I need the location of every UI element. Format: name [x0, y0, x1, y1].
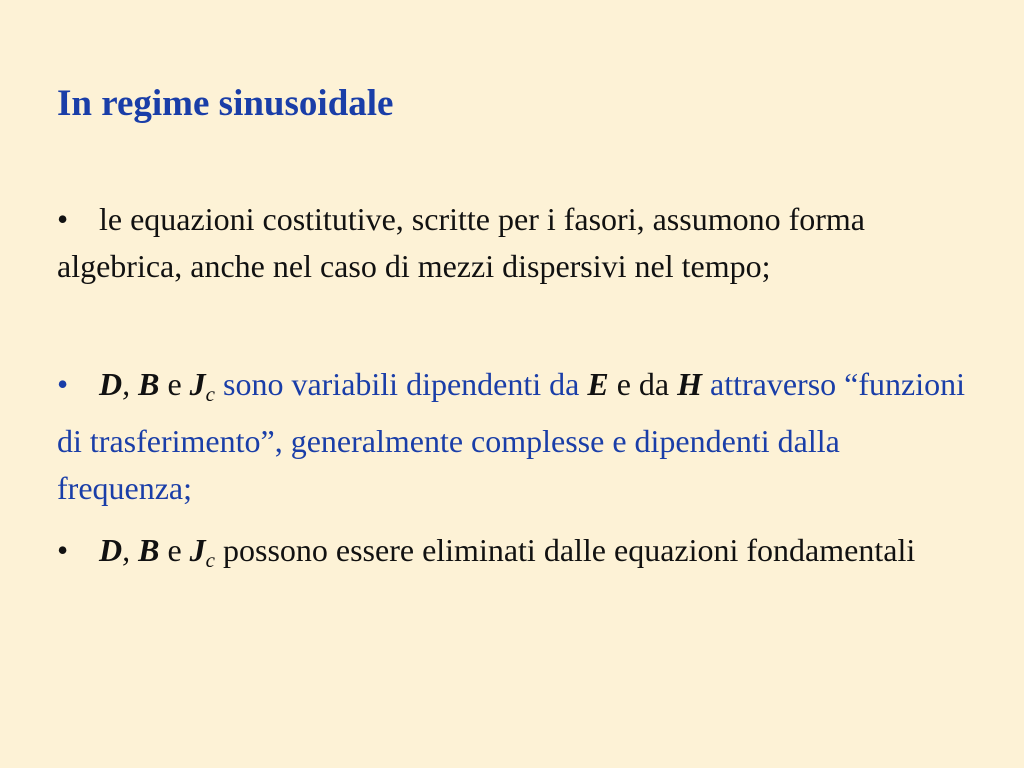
bullet-text-middle: sono variabili dipendenti da: [222, 366, 580, 402]
bullet-item-1: [57, 196, 967, 290]
slide-title: In regime sinusoidale: [57, 83, 394, 124]
variable-h: H: [677, 366, 702, 402]
subscript-c: c: [205, 548, 215, 572]
conjunction-da: e da: [616, 366, 670, 402]
variable-d: D: [99, 366, 123, 402]
conjunction: e: [167, 532, 182, 568]
variable-e: E: [587, 366, 609, 402]
bullet-text-end: possono essere eliminati dalle equazioni fondamentali: [222, 532, 916, 568]
variable-b: B: [138, 532, 160, 568]
comma: ,: [122, 532, 131, 568]
bullet-dot: •: [57, 366, 69, 402]
variable-j: J: [189, 366, 206, 402]
bullet-dot: •: [57, 532, 69, 568]
variable-d: D: [99, 532, 123, 568]
bullet-dot: •: [57, 201, 69, 237]
variable-j: J: [189, 532, 206, 568]
conjunction: e: [167, 366, 182, 402]
comma: ,: [122, 366, 131, 402]
bullet-text-end: attraverso “funzioni di trasferimento”, generalmente complesse e dipendenti dalla frequenza;: [57, 366, 965, 506]
variable-b: B: [138, 366, 160, 402]
subscript-c: c: [205, 382, 215, 406]
bullet-item-3: [57, 527, 967, 584]
bullet-text: le equazioni costitutive, scritte per i fasori, assumono forma algebrica, anche nel caso di mezzi dispersivi nel tempo;: [57, 201, 865, 284]
bullet-item-2: [57, 361, 967, 512]
